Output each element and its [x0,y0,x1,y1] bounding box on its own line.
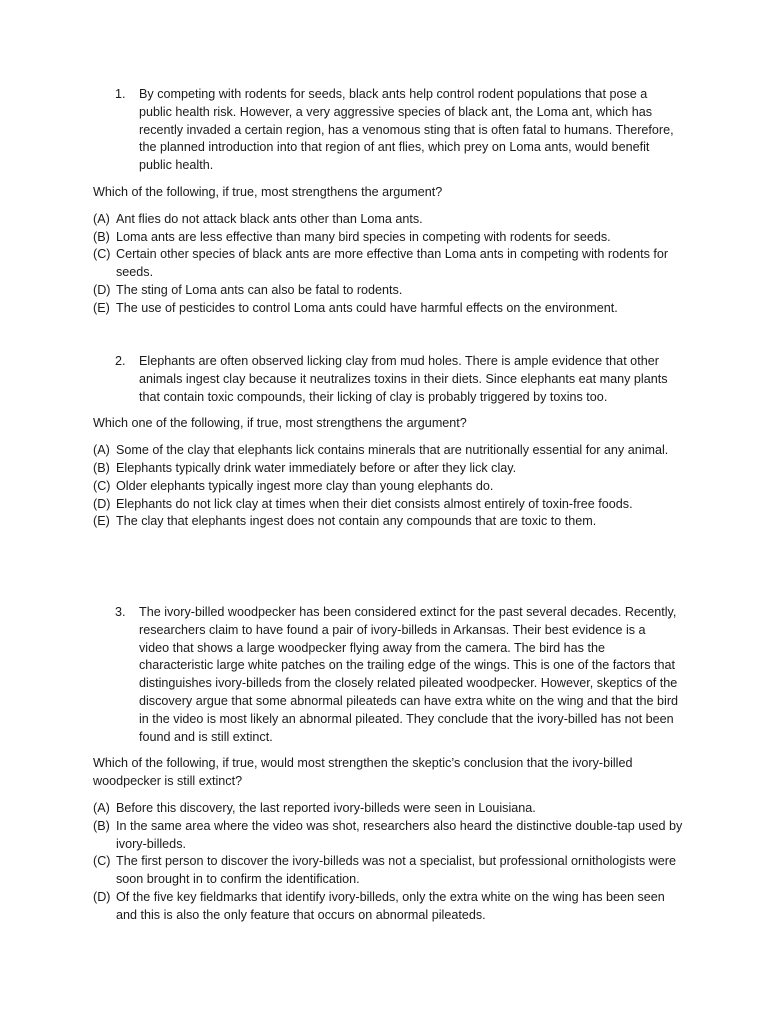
option-letter: (E) [93,514,110,529]
answer-option-e [93,513,683,531]
answer-option-b [93,460,683,478]
question-stem [115,353,679,406]
answer-option-c [93,478,683,496]
option-text: Ant flies do not attack black ants other than Loma ants. [116,211,423,226]
answer-option-a [93,442,683,460]
option-letter: (D) [93,496,111,511]
option-text: The clay that elephants ingest does not contain any compounds that are toxic to them. [116,514,597,529]
option-text: The sting of Loma ants can also be fatal to rodents. [116,282,403,297]
option-letter: (E) [93,300,110,315]
option-text: The use of pesticides to control Loma ants could have harmful effects on the environment. [116,300,618,315]
option-letter: (B) [93,229,110,244]
option-letter: (D) [93,282,111,297]
option-text: Of the five key fieldmarks that identify ivory-billeds, only the extra white on the wing has been seen and this is also the only feature that occurs on abnormal pileateds. [116,889,665,922]
option-text: The first person to discover the ivory-billeds was not a specialist, but professional ornithologists were soon brought in to confirm the identification. [116,854,676,887]
option-text: Some of the clay that elephants lick contains minerals that are nutritionally essential for any animal. [116,443,669,458]
stem-text: By competing with rodents for seeds, black ants help control rodent populations that pose a public health risk. However, a very aggressive species of black ant, the Loma ant, which has recently invaded a certain region, has a venomous sting that is often fatal to humans. Therefore, the planned introduction into that region of ant flies, which prey on Loma ants, would benefit public health. [139,87,674,173]
answer-option-b [93,229,683,247]
answer-option-d [93,496,683,514]
question-stem [115,86,679,175]
option-letter: (A) [93,800,110,815]
answer-option-d [93,889,683,925]
answer-option-b [93,818,683,854]
stem-text: The ivory-billed woodpecker has been considered extinct for the past several decades. Recently, researchers claim to have found a pair of ivory-billeds in Arkansas. Their best evidence is a video that shows a large woodpecker flying away from the camera. The bird has the characteristic large white patches on the trailing edge of the wings. This is one of the factors that distinguishes ivory-billeds from the closely related pileated woodpecker. However, skeptics of the discovery argue that some abnormal pileateds can have extra white on the wing and that the bird in the video is most likely an abnormal pileated. They conclude that the ivory-billed has not been found and is still extinct. [139,605,679,744]
answer-options [93,800,683,925]
option-letter: (A) [93,211,110,226]
option-text: Older elephants typically ingest more clay than young elephants do. [116,478,494,493]
question-prompt: Which of the following, if true, would most strengthen the skeptic’s conclusion that the ivory-billed woodpecker is still extinct? [93,756,633,789]
question-number: 2. [115,354,126,368]
option-text: Elephants do not lick clay at times when their diet consists almost entirely of toxin-free foods. [116,496,633,511]
option-letter: (C) [93,247,111,262]
question-prompt: Which of the following, if true, most strengthens the argument? [93,184,443,199]
option-text: Loma ants are less effective than many bird species in competing with rodents for seeds. [116,229,611,244]
option-letter: (B) [93,818,110,833]
question-prompt: Which one of the following, if true, most strengthens the argument? [93,416,467,431]
option-letter: (A) [93,443,110,458]
answer-options [93,211,683,318]
option-letter: (C) [93,854,111,869]
answer-option-c [93,246,683,282]
question-number: 1. [115,87,126,101]
stem-text: Elephants are often observed licking clay from mud holes. There is ample evidence that other animals ingest clay because it neutralizes toxins in their diets. Since elephants eat many plants that contain toxic compounds, their licking of clay is probably triggered by toxins too. [139,354,668,404]
option-letter: (C) [93,478,111,493]
answer-option-e [93,300,683,318]
option-text: Elephants typically drink water immediately before or after they lick clay. [116,460,517,475]
answer-option-c [93,853,683,889]
question-number: 3. [115,605,126,619]
answer-options [93,442,683,531]
question-1 [0,86,768,318]
option-letter: (D) [93,889,111,904]
answer-option-a [93,800,683,818]
question-2 [0,353,768,531]
question-3 [0,604,768,925]
option-text: In the same area where the video was shot, researchers also heard the distinctive double-tap used by ivory-billeds. [116,818,683,851]
option-text: Before this discovery, the last reported ivory-billeds were seen in Louisiana. [116,800,536,815]
option-letter: (B) [93,460,110,475]
option-text: Certain other species of black ants are more effective than Loma ants in competing with rodents for seeds. [116,247,669,280]
answer-option-d [93,282,683,300]
answer-option-a [93,211,683,229]
question-stem [115,604,679,746]
